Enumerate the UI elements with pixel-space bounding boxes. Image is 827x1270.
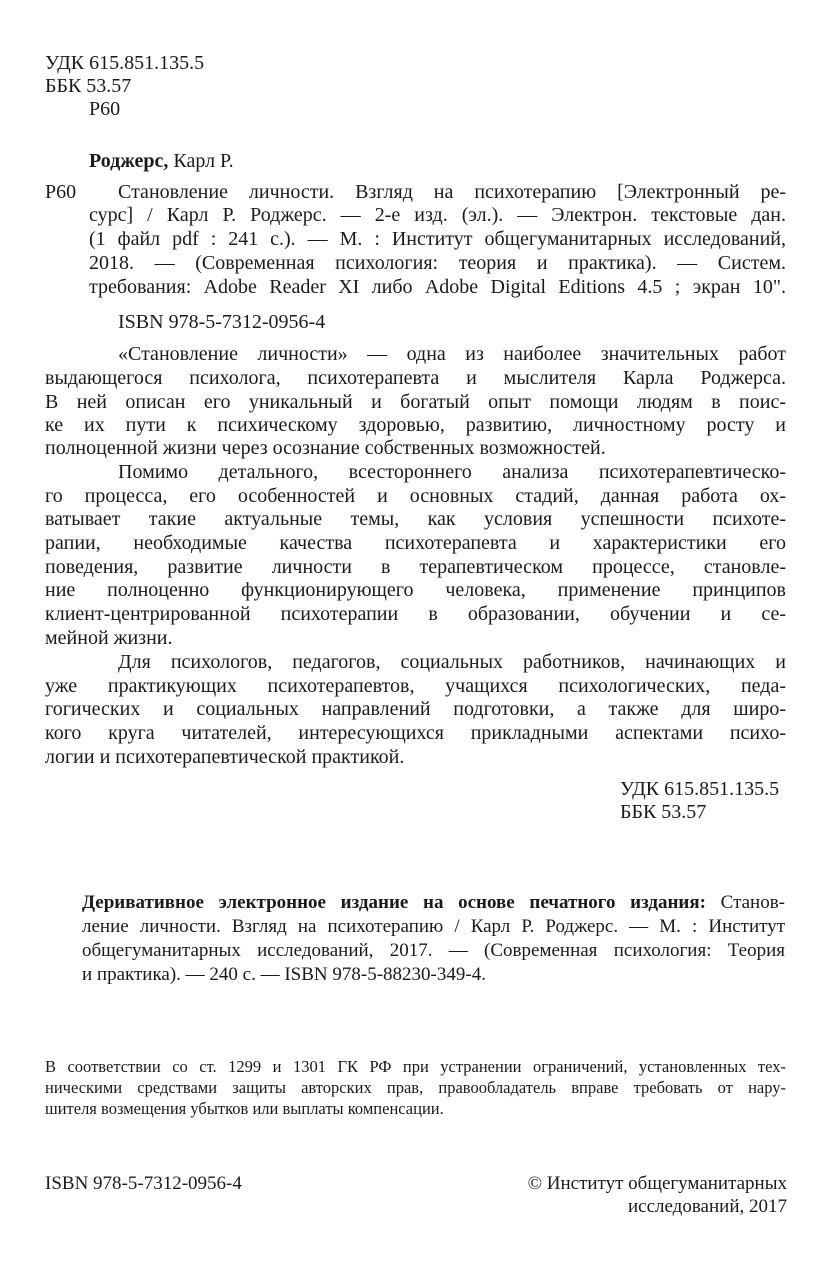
derivative-line-1 — [82, 891, 785, 915]
derivative-label: Деривативное электронное издание на основе печатного издания: — [82, 892, 706, 913]
udk-code: УДК 615.851.135.5 — [45, 52, 205, 74]
rights-notice-line: шителя возмещения убытков или выплаты компенсации. — [45, 1099, 444, 1118]
udk-code-right: УДК 615.851.135.5 — [620, 778, 780, 800]
annotation-p1-line: В ней описан его уникальный и богатый опыт помощи людям в поис- — [45, 391, 786, 413]
annotation-p2-line: го процесса, его особенностей и основных стадий, данная работа ох- — [45, 485, 786, 507]
annotation-p2-line: мейной жизни. — [45, 627, 173, 649]
derivative-line: и практика). — 240 с. — ISBN 978-5-88230-349-4. — [82, 964, 486, 985]
footer-copyright-line-2: исследований, 2017 — [627, 1196, 787, 1217]
bbk-code: ББК 53.57 — [45, 75, 132, 97]
author-mark: Р60 — [89, 98, 121, 120]
catalog-isbn: ISBN 978-5-7312-0956-4 — [118, 311, 326, 333]
annotation-p3-line: гогических и социальных направлений подготовки, а также для широ- — [45, 698, 786, 720]
catalog-desc-line-2: сурс] / Карл Р. Роджерс. — 2-е изд. (эл.). — Электрон. текстовые дан. — [89, 204, 786, 226]
footer-copyright-line-1: © Институт общегуманитарных — [527, 1173, 787, 1194]
derivative-first-rest: Станов- — [705, 892, 786, 913]
annotation-p2-line: ние полноценно функционирующего человека, применение принципов — [45, 579, 786, 601]
annotation-p2-line: клиент-центрированной психотерапии в образовании, обучении и се- — [45, 603, 786, 625]
annotation-p2-line: поведения, развитие личности в терапевтическом процессе, становле- — [45, 556, 786, 578]
annotation-p3-line: кого круга читателей, интересующихся прикладными аспектами психо- — [45, 722, 786, 744]
annotation-p1-line: ке их пути к психическому здоровью, развитию, личностному росту и — [45, 414, 786, 436]
rights-notice-line: ническими средствами защиты авторских прав, правообладатель вправе требовать от нару- — [45, 1078, 786, 1097]
rights-notice-line: В соответствии со ст. 1299 и 1301 ГК РФ при устранении ограничений, установленных тех- — [45, 1057, 786, 1076]
footer-isbn: ISBN 978-5-7312-0956-4 — [45, 1173, 242, 1194]
annotation-p1-line: полноценной жизни через осознание собственных возможностей. — [45, 437, 606, 459]
annotation-p3-line: Для психологов, педагогов, социальных работников, начинающих и — [118, 651, 786, 673]
catalog-mark: Р60 — [45, 181, 77, 203]
annotation-p3-line: уже практикующих психотерапевтов, учащихся психологических, педа- — [45, 675, 786, 697]
catalog-desc-line-4: 2018. — (Современная психология: теория и практика). — Систем. — [89, 252, 786, 274]
annotation-p2-line: рапии, необходимые качества психотерапевта и характеристики его — [45, 532, 786, 554]
catalog-author — [89, 150, 234, 173]
derivative-line: общегуманитарных исследований, 2017. — (Современная психология: Теория — [82, 940, 785, 961]
catalog-desc-line-3: (1 файл pdf : 241 с.). — М. : Институт общегуманитарных исследований, — [89, 228, 786, 250]
annotation-p1-line: «Становление личности» — одна из наиболее значительных работ — [118, 343, 786, 365]
bbk-code-right: ББК 53.57 — [620, 801, 707, 823]
catalog-desc-line-1: Становление личности. Взгляд на психотерапию [Электронный ре- — [118, 181, 786, 203]
annotation-p2-line: Помимо детального, всестороннего анализа психотерапевтическо- — [118, 461, 786, 483]
derivative-line: ление личности. Взгляд на психотерапию / Карл Р. Роджерс. — М. : Институт — [82, 916, 785, 937]
annotation-p1-line: выдающегося психолога, психотерапевта и мыслителя Карла Роджерса. — [45, 367, 786, 389]
catalog-author-surname: Роджерс, — [89, 150, 169, 172]
annotation-p2-line: ватывает такие актуальные темы, как условия успешности психоте- — [45, 508, 786, 530]
catalog-desc-line-5: требования: Adobe Reader XI либо Adobe Digital Editions 4.5 ; экран 10". — [89, 276, 786, 298]
annotation-p3-line: логии и психотерапевтической практикой. — [45, 746, 405, 768]
catalog-author-name: Карл Р. — [168, 150, 234, 172]
